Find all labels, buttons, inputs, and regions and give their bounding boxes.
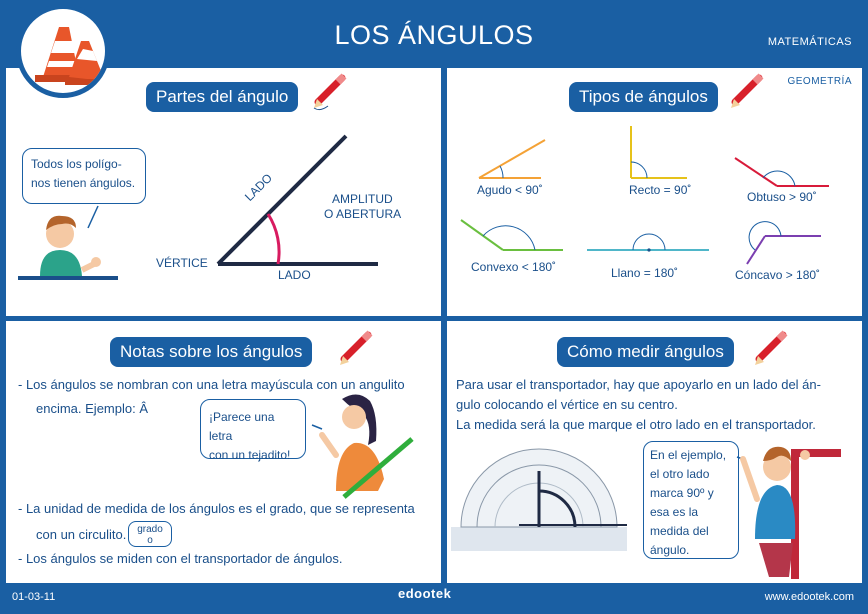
measure-bubble-line-6: ángulo. [650, 543, 690, 557]
traffic-cone-icon [21, 9, 110, 98]
footer-url-link[interactable]: www.edootek.com [764, 591, 854, 603]
girl-character [316, 393, 406, 503]
measure-bubble-line-3: marca 90º y [650, 486, 714, 500]
panel-angle-notes [6, 321, 441, 583]
pencil-icon [729, 70, 769, 110]
bubble-text-line-1: Todos los polígo- [31, 157, 122, 171]
straight-angle-figure [583, 234, 713, 264]
lower-side-label: LADO [278, 268, 311, 282]
roof-bubble-line-2: con un tejadito! [209, 448, 291, 462]
convex-angle-label: Convexo < 180˚ [471, 260, 557, 274]
note-line-3: - La unidad de medida de los ángulos es el grado, que se representa [18, 501, 415, 516]
subject-label: MATEMÁTICAS [767, 36, 852, 48]
header-bar [0, 0, 868, 68]
note-line-4: con un circulito. [36, 527, 127, 542]
angle-types-heading: Tipos de ángulos [569, 82, 718, 112]
roof-bubble-line-1: ¡Parece una letra [209, 410, 275, 443]
geometry-tag: GEOMETRÍA [787, 76, 852, 87]
vertex-label: VÉRTICE [156, 256, 208, 270]
degree-word: grado [137, 524, 163, 535]
pencil-icon [338, 327, 378, 367]
measure-line-1: Para usar el transportador, hay que apoyarlo en un lado del án- [456, 377, 821, 392]
obtuse-angle-label: Obtuso > 90˚ [747, 190, 817, 204]
concave-angle-label: Cóncavo > 180˚ [735, 268, 821, 282]
pencil-icon [753, 327, 793, 367]
right-angle-figure [625, 122, 705, 192]
upper-side-label: LADO [242, 170, 276, 204]
bubble-text-line-2: nos tienen ángulos. [31, 176, 136, 190]
concave-angle-figure [743, 222, 833, 272]
note-line-1: - Los ángulos se nombran con una letra mayúscula con un angulito [18, 377, 405, 392]
boy-with-angle-character [737, 439, 847, 579]
angle-parts-heading: Partes del ángulo [146, 82, 298, 112]
note-line-2: encima. Ejemplo: Â [36, 401, 148, 416]
acute-angle-figure [475, 132, 555, 182]
degree-symbol: o [147, 535, 153, 546]
footer-code: 01-03-11 [12, 591, 56, 603]
measure-line-2: gulo colocando el vértice en su centro. [456, 397, 678, 412]
speech-bubble-roof [200, 399, 306, 462]
degree-symbol-box [128, 521, 172, 547]
amplitude-label-1: AMPLITUD [332, 192, 393, 206]
angle-notes-heading: Notas sobre los ángulos [110, 337, 312, 367]
page-title: LOS ÁNGULOS [334, 20, 534, 50]
acute-angle-label: Agudo < 90˚ [477, 183, 543, 197]
measure-bubble-line-5: medida del [650, 524, 709, 538]
measure-bubble-line-2: el otro lado [650, 467, 710, 481]
angle-arc [268, 214, 279, 264]
measure-heading: Cómo medir ángulos [557, 337, 734, 367]
protractor-figure [451, 451, 627, 551]
amplitude-label-2: O ABERTURA [324, 207, 402, 221]
measure-bubble-line-1: En el ejemplo, [650, 448, 727, 462]
right-angle-label: Recto = 90˚ [629, 183, 692, 197]
pencil-icon [312, 70, 352, 110]
panel-angle-parts [6, 68, 441, 316]
measure-line-3: La medida será la que marque el otro lado en el transportador. [456, 417, 816, 432]
panel-angle-types [447, 68, 862, 316]
convex-angle-figure [459, 216, 569, 266]
measure-bubble-line-4: esa es la [650, 505, 699, 519]
speech-bubble-measure [643, 441, 739, 559]
panel-measure-angles [447, 321, 862, 583]
footer-brand-logo: edootek [398, 586, 452, 601]
straight-angle-label: Llano = 180˚ [611, 266, 679, 280]
speech-bubble-polygons [22, 148, 146, 204]
boy-character [18, 204, 118, 284]
note-line-5: - Los ángulos se miden con el transportador de ángulos. [18, 551, 343, 566]
traffic-cone-logo [16, 4, 110, 98]
